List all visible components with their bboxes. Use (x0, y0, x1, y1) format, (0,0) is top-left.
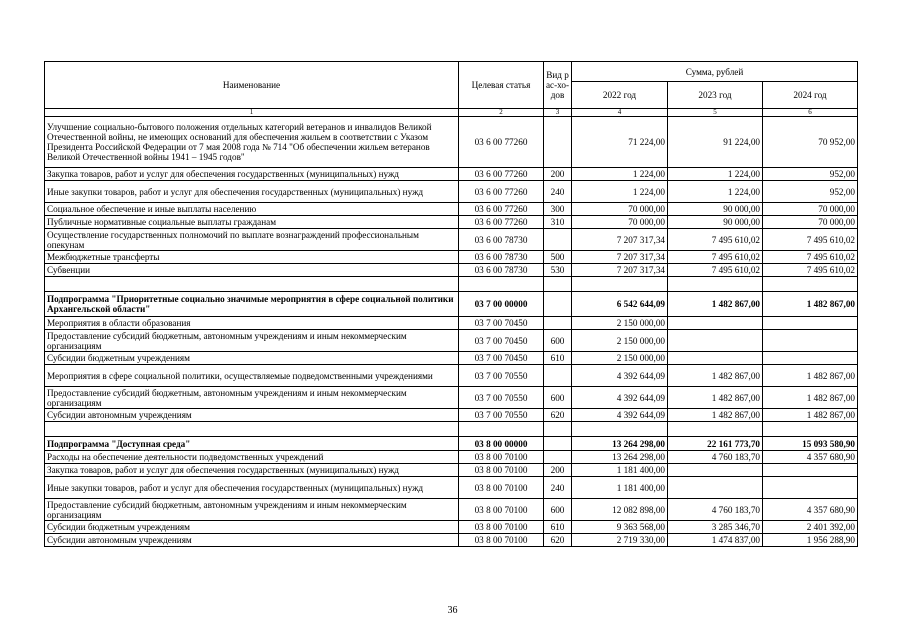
row-target-article (459, 422, 544, 437)
table-row (45, 229, 858, 251)
row-sum-2023: 1 224,00 (668, 181, 763, 203)
row-name: Субсидии автономным учреждениям (45, 534, 459, 547)
row-sum-2023: 90 000,00 (668, 216, 763, 229)
row-sum-2024: 1 482 867,00 (763, 292, 858, 317)
row-target-article: 03 8 00 70100 (459, 499, 544, 521)
column-number: 6 (763, 109, 858, 117)
table-row (45, 365, 858, 387)
table-row (45, 534, 858, 547)
row-target-article: 03 7 00 70550 (459, 365, 544, 387)
header-2022: 2022 год (572, 82, 668, 109)
row-sum-2022: 1 181 400,00 (572, 464, 668, 477)
row-target-article: 03 7 00 70450 (459, 317, 544, 330)
row-expense-type: 620 (544, 409, 572, 422)
row-name: Предоставление субсидий бюджетным, автономным учреждениям и иным некоммерческим организациям (45, 499, 459, 521)
row-sum-2022: 4 392 644,09 (572, 387, 668, 409)
table-row (45, 422, 858, 437)
row-sum-2023: 1 482 867,00 (668, 365, 763, 387)
row-sum-2024 (763, 352, 858, 365)
row-sum-2023 (668, 477, 763, 499)
row-sum-2023: 7 495 610,02 (668, 229, 763, 251)
page-number: 36 (447, 605, 458, 616)
row-expense-type: 310 (544, 216, 572, 229)
table-row (45, 292, 858, 317)
row-sum-2023: 3 285 346,70 (668, 521, 763, 534)
table-row (45, 168, 858, 181)
row-expense-type (544, 437, 572, 451)
row-sum-2022: 13 264 298,00 (572, 451, 668, 464)
row-sum-2024 (763, 422, 858, 437)
column-number: 5 (668, 109, 763, 117)
row-target-article: 03 7 00 70450 (459, 330, 544, 352)
row-name: Мероприятия в сфере социальной политики, осуществляемые подведомственными учреждениями (45, 365, 459, 387)
row-target-article: 03 7 00 70550 (459, 387, 544, 409)
table-row (45, 216, 858, 229)
row-target-article: 03 6 00 78730 (459, 264, 544, 277)
row-name: Социальное обеспечение и иные выплаты населению (45, 203, 459, 216)
row-sum-2024: 70 000,00 (763, 216, 858, 229)
row-sum-2022 (572, 422, 668, 437)
table-body (45, 109, 858, 547)
row-sum-2023: 7 495 610,02 (668, 264, 763, 277)
row-expense-type (544, 422, 572, 437)
row-expense-type: 240 (544, 181, 572, 203)
column-number: 1 (45, 109, 459, 117)
table-row (45, 387, 858, 409)
row-name: Мероприятия в области образования (45, 317, 459, 330)
row-target-article: 03 8 00 70100 (459, 534, 544, 547)
row-target-article: 03 8 00 00000 (459, 437, 544, 451)
row-sum-2024: 2 401 392,00 (763, 521, 858, 534)
row-sum-2024 (763, 277, 858, 292)
row-expense-type: 600 (544, 387, 572, 409)
row-expense-type: 300 (544, 203, 572, 216)
row-name: Межбюджетные трансферты (45, 251, 459, 264)
table-row (45, 317, 858, 330)
row-target-article: 03 7 00 00000 (459, 292, 544, 317)
row-expense-type: 200 (544, 464, 572, 477)
row-sum-2024: 1 956 288,90 (763, 534, 858, 547)
table-row (45, 437, 858, 451)
table-row (45, 409, 858, 422)
table-row (45, 464, 858, 477)
row-sum-2023 (668, 352, 763, 365)
table-row (45, 499, 858, 521)
row-sum-2022: 70 000,00 (572, 216, 668, 229)
row-sum-2024: 952,00 (763, 168, 858, 181)
row-sum-2024: 7 495 610,02 (763, 251, 858, 264)
row-expense-type: 240 (544, 477, 572, 499)
row-target-article: 03 6 00 78730 (459, 251, 544, 264)
row-expense-type (544, 451, 572, 464)
table-row (45, 251, 858, 264)
row-sum-2024: 70 952,00 (763, 117, 858, 168)
row-sum-2024: 15 093 580,90 (763, 437, 858, 451)
row-sum-2023: 1 474 837,00 (668, 534, 763, 547)
row-target-article: 03 7 00 70450 (459, 352, 544, 365)
table-row (45, 477, 858, 499)
row-sum-2024: 7 495 610,02 (763, 229, 858, 251)
row-sum-2024 (763, 464, 858, 477)
row-target-article: 03 6 00 77260 (459, 216, 544, 229)
row-sum-2022: 1 224,00 (572, 181, 668, 203)
row-target-article: 03 6 00 77260 (459, 203, 544, 216)
header-2024: 2024 год (763, 82, 858, 109)
row-sum-2023: 4 760 183,70 (668, 499, 763, 521)
row-name: Предоставление субсидий бюджетным, автономным учреждениям и иным некоммерческим организациям (45, 387, 459, 409)
row-expense-type: 600 (544, 499, 572, 521)
row-name: Расходы на обеспечение деятельности подведомственных учреждений (45, 451, 459, 464)
row-expense-type: 200 (544, 168, 572, 181)
table-row (45, 117, 858, 168)
row-target-article (459, 277, 544, 292)
row-sum-2023 (668, 317, 763, 330)
row-name: Закупка товаров, работ и услуг для обеспечения государственных (муниципальных) нужд (45, 464, 459, 477)
row-target-article: 03 8 00 70100 (459, 451, 544, 464)
row-sum-2024: 1 482 867,00 (763, 365, 858, 387)
row-name: Иные закупки товаров, работ и услуг для обеспечения государственных (муниципальных) нужд (45, 477, 459, 499)
row-target-article: 03 6 00 77260 (459, 117, 544, 168)
row-name: Подпрограмма "Доступная среда" (45, 437, 459, 451)
header-target-article: Целевая статья (459, 62, 544, 109)
column-number: 3 (544, 109, 572, 117)
row-sum-2022: 7 207 317,34 (572, 264, 668, 277)
row-name (45, 277, 459, 292)
row-sum-2022: 2 150 000,00 (572, 317, 668, 330)
row-sum-2022: 13 264 298,00 (572, 437, 668, 451)
row-expense-type: 600 (544, 330, 572, 352)
row-sum-2023: 4 760 183,70 (668, 451, 763, 464)
row-expense-type (544, 317, 572, 330)
row-name: Подпрограмма "Приоритетные социально значимые мероприятия в сфере социальной политики Архангельской области" (45, 292, 459, 317)
row-sum-2022: 70 000,00 (572, 203, 668, 216)
row-sum-2023: 91 224,00 (668, 117, 763, 168)
row-expense-type: 500 (544, 251, 572, 264)
row-sum-2022: 12 082 898,00 (572, 499, 668, 521)
row-sum-2023 (668, 330, 763, 352)
row-expense-type: 610 (544, 352, 572, 365)
row-name: Субсидии автономным учреждениям (45, 409, 459, 422)
row-name: Закупка товаров, работ и услуг для обеспечения государственных (муниципальных) нужд (45, 168, 459, 181)
row-sum-2024: 70 000,00 (763, 203, 858, 216)
table-row (45, 330, 858, 352)
row-expense-type (544, 292, 572, 317)
row-sum-2023: 7 495 610,02 (668, 251, 763, 264)
row-sum-2023: 1 224,00 (668, 168, 763, 181)
table-row (45, 181, 858, 203)
row-sum-2022: 71 224,00 (572, 117, 668, 168)
row-sum-2022: 1 224,00 (572, 168, 668, 181)
row-sum-2024 (763, 477, 858, 499)
row-target-article: 03 8 00 70100 (459, 477, 544, 499)
table-row (45, 451, 858, 464)
header-sum: Сумма, рублей (572, 62, 858, 82)
row-sum-2023 (668, 422, 763, 437)
row-target-article: 03 6 00 77260 (459, 181, 544, 203)
row-target-article: 03 8 00 70100 (459, 521, 544, 534)
row-sum-2022: 4 392 644,09 (572, 365, 668, 387)
row-sum-2023: 22 161 773,70 (668, 437, 763, 451)
row-sum-2023: 1 482 867,00 (668, 387, 763, 409)
row-sum-2022: 2 150 000,00 (572, 330, 668, 352)
header-name: Наименование (45, 62, 459, 109)
table-row (45, 352, 858, 365)
row-expense-type: 530 (544, 264, 572, 277)
row-name (45, 422, 459, 437)
row-sum-2022: 1 181 400,00 (572, 477, 668, 499)
row-expense-type (544, 229, 572, 251)
row-sum-2023: 90 000,00 (668, 203, 763, 216)
row-target-article: 03 6 00 78730 (459, 229, 544, 251)
row-name: Предоставление субсидий бюджетным, автономным учреждениям и иным некоммерческим организациям (45, 330, 459, 352)
column-number: 4 (572, 109, 668, 117)
column-number: 2 (459, 109, 544, 117)
row-name: Улучшение социально-бытового положения отдельных категорий ветеранов и инвалидов Великой Отечественной войны, не имеющих оснований для обеспечения жильем в соответствии с Указом Президента Российской Федерации от 7 мая 2008 года № 714 "Об обеспечении жильем ветеранов Великой Отечественной войны 1941 – 1945 годов" (45, 117, 459, 168)
header-2023: 2023 год (668, 82, 763, 109)
row-expense-type (544, 277, 572, 292)
row-sum-2024: 7 495 610,02 (763, 264, 858, 277)
table-row (45, 203, 858, 216)
row-expense-type (544, 365, 572, 387)
row-sum-2023 (668, 277, 763, 292)
row-sum-2022: 2 150 000,00 (572, 352, 668, 365)
row-sum-2022 (572, 277, 668, 292)
row-name: Субсидии бюджетным учреждениям (45, 352, 459, 365)
row-expense-type (544, 117, 572, 168)
row-sum-2024: 1 482 867,00 (763, 409, 858, 422)
row-target-article: 03 8 00 70100 (459, 464, 544, 477)
row-sum-2022: 7 207 317,34 (572, 251, 668, 264)
row-sum-2024: 4 357 680,90 (763, 499, 858, 521)
row-name: Публичные нормативные социальные выплаты гражданам (45, 216, 459, 229)
column-number-row (45, 109, 858, 117)
row-sum-2024: 952,00 (763, 181, 858, 203)
row-sum-2023: 1 482 867,00 (668, 409, 763, 422)
budget-table (44, 61, 858, 547)
row-name: Субвенции (45, 264, 459, 277)
table-row (45, 264, 858, 277)
row-sum-2022: 4 392 644,09 (572, 409, 668, 422)
row-target-article: 03 6 00 77260 (459, 168, 544, 181)
row-expense-type: 620 (544, 534, 572, 547)
row-expense-type: 610 (544, 521, 572, 534)
header-expense-type: Вид рас-хо-дов (544, 62, 572, 109)
row-sum-2024 (763, 330, 858, 352)
row-sum-2024: 1 482 867,00 (763, 387, 858, 409)
row-name: Иные закупки товаров, работ и услуг для обеспечения государственных (муниципальных) нужд (45, 181, 459, 203)
row-name: Субсидии бюджетным учреждениям (45, 521, 459, 534)
table-row (45, 521, 858, 534)
row-name: Осуществление государственных полномочий по выплате вознаграждений профессиональным опекунам (45, 229, 459, 251)
table-row (45, 277, 858, 292)
row-sum-2022: 9 363 568,00 (572, 521, 668, 534)
row-sum-2024: 4 357 680,90 (763, 451, 858, 464)
row-sum-2023: 1 482 867,00 (668, 292, 763, 317)
row-target-article: 03 7 00 70550 (459, 409, 544, 422)
row-sum-2022: 2 719 330,00 (572, 534, 668, 547)
row-sum-2023 (668, 464, 763, 477)
row-sum-2022: 6 542 644,09 (572, 292, 668, 317)
row-sum-2022: 7 207 317,34 (572, 229, 668, 251)
row-sum-2024 (763, 317, 858, 330)
